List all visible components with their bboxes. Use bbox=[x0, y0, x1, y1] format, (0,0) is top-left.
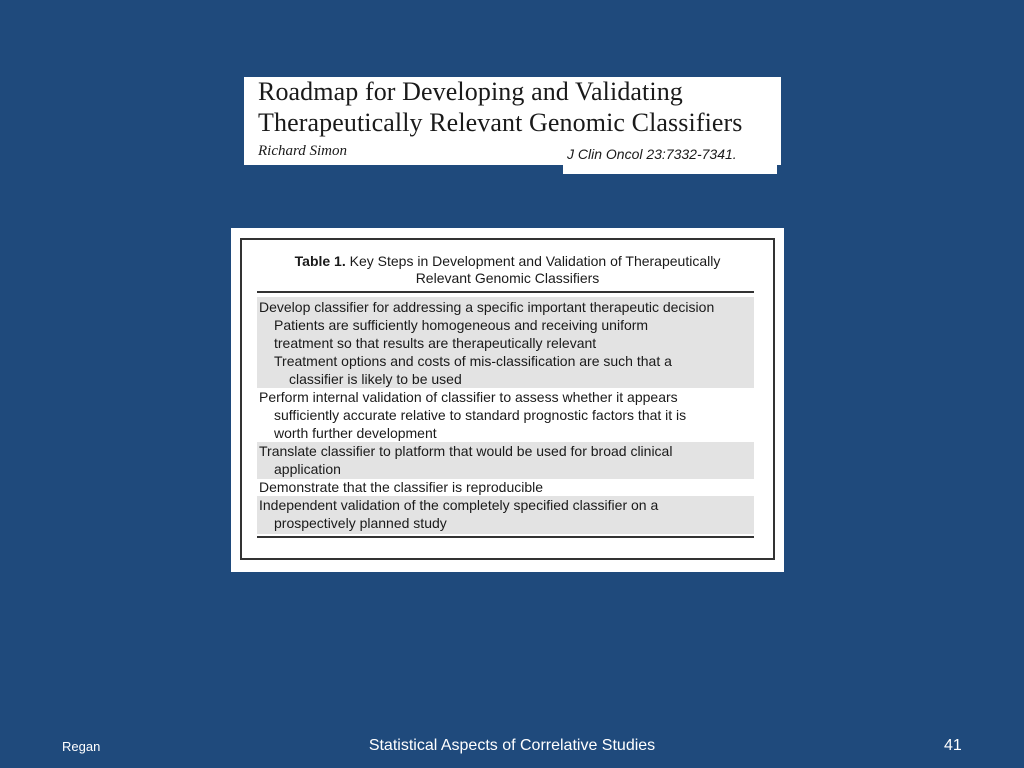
article-author: Richard Simon bbox=[258, 143, 348, 159]
table-caption-line-1 bbox=[242, 253, 773, 270]
table-row bbox=[257, 297, 754, 388]
table-row bbox=[257, 442, 754, 479]
footer-author: Regan bbox=[62, 739, 101, 754]
table-row-text: Demonstrate that the classifier is reproducible bbox=[259, 479, 544, 495]
table-top-rule bbox=[257, 291, 754, 293]
table-row-text: Develop classifier for addressing a specific important therapeutic decision bbox=[259, 299, 715, 315]
table-row bbox=[257, 496, 754, 534]
table-row-text: Treatment options and costs of mis-classification are such that a bbox=[274, 353, 672, 369]
table-row-text: Independent validation of the completely specified classifier on a bbox=[259, 497, 659, 513]
article-title-line-2: Therapeutically Relevant Genomic Classifiers bbox=[258, 108, 743, 137]
table-caption-line-2: Relevant Genomic Classifiers bbox=[415, 270, 600, 286]
table-caption-text-1: Key Steps in Development and Validation of Therapeutically bbox=[349, 253, 721, 269]
citation-card bbox=[563, 140, 777, 174]
slide-number: 41 bbox=[944, 737, 962, 754]
table-frame bbox=[240, 238, 775, 560]
table-row-text: application bbox=[274, 461, 341, 477]
article-title-line-1: Roadmap for Developing and Validating bbox=[258, 77, 683, 106]
table-row bbox=[257, 479, 754, 496]
table-row-text: treatment so that results are therapeutically relevant bbox=[274, 335, 597, 351]
table-row-text: classifier is likely to be used bbox=[289, 371, 462, 387]
footer-title: Statistical Aspects of Correlative Studies bbox=[368, 737, 656, 754]
table-row-text: sufficiently accurate relative to standard prognostic factors that it is bbox=[274, 407, 687, 423]
table-row-text: Perform internal validation of classifier to assess whether it appears bbox=[259, 389, 678, 405]
table-caption-label: Table 1. bbox=[294, 253, 346, 269]
table-row-text: Patients are sufficiently homogeneous and receiving uniform bbox=[274, 317, 649, 333]
table-image-card bbox=[231, 228, 784, 572]
journal-citation: J Clin Oncol 23:7332-7341. bbox=[567, 146, 737, 162]
table-row-text: prospectively planned study bbox=[274, 515, 447, 531]
table-row-text: Translate classifier to platform that would be used for broad clinical bbox=[259, 443, 673, 459]
table-bottom-rule bbox=[257, 536, 754, 538]
table-row bbox=[257, 388, 754, 442]
table-row-text: worth further development bbox=[274, 425, 437, 441]
